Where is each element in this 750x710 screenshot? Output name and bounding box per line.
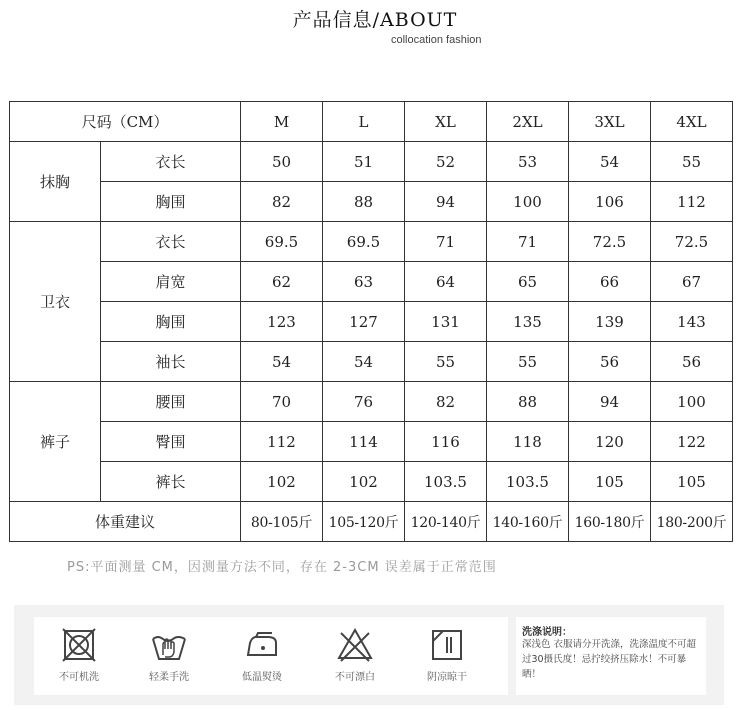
table-row [10,222,733,262]
value-cell: 55 [405,342,487,382]
value-cell: 64 [405,262,487,302]
low-iron-icon [242,625,282,665]
size-header-cell: 3XL [569,102,651,142]
value-cell: 135 [487,302,569,342]
care-item-shade-dry [412,625,482,683]
table-row [10,262,733,302]
value-cell: 53 [487,142,569,182]
value-cell: 54 [323,342,405,382]
care-item-hand-wash [134,625,204,683]
weight-cell: 160-180斤 [569,502,651,542]
weight-row [10,502,733,542]
no-machine-wash-icon [59,625,99,665]
value-cell: 82 [405,382,487,422]
value-cell: 72.5 [651,222,733,262]
weight-cell: 105-120斤 [323,502,405,542]
value-cell: 72.5 [569,222,651,262]
care-item-no-bleach [320,625,390,683]
value-cell: 100 [651,382,733,422]
row-label: 衣长 [101,142,241,182]
table-row [10,302,733,342]
size-header-cell: M [241,102,323,142]
value-cell: 65 [487,262,569,302]
value-cell: 70 [241,382,323,422]
value-cell: 94 [405,182,487,222]
value-cell: 54 [241,342,323,382]
care-label: 不可漂白 [335,672,375,683]
value-cell: 54 [569,142,651,182]
value-cell: 105 [569,462,651,502]
row-label: 胸围 [101,182,241,222]
care-label: 阴凉晾干 [427,672,467,683]
group-label: 抹胸 [10,142,101,222]
hand-wash-icon [149,625,189,665]
row-label: 腰围 [101,382,241,422]
row-label: 臀围 [101,422,241,462]
table-row [10,422,733,462]
wash-title: 洗涤说明： [522,627,572,638]
value-cell: 88 [323,182,405,222]
value-cell: 55 [651,142,733,182]
value-cell: 100 [487,182,569,222]
care-panel [14,605,724,705]
group-label: 裤子 [10,382,101,502]
weight-cell: 180-200斤 [651,502,733,542]
value-cell: 71 [487,222,569,262]
value-cell: 105 [651,462,733,502]
value-cell: 67 [651,262,733,302]
value-cell: 103.5 [487,462,569,502]
value-cell: 82 [241,182,323,222]
value-cell: 62 [241,262,323,302]
value-cell: 63 [323,262,405,302]
group-label: 卫衣 [10,222,101,382]
value-cell: 102 [323,462,405,502]
value-cell: 51 [323,142,405,182]
value-cell: 127 [323,302,405,342]
value-cell: 50 [241,142,323,182]
table-row [10,382,733,422]
row-label: 袖长 [101,342,241,382]
size-header-cell: XL [405,102,487,142]
no-bleach-icon [335,625,375,665]
table-row [10,142,733,182]
measurement-note: PS:平面测量 CM，因测量方法不同，存在 2-3CM 误差属于正常范围 [67,560,497,575]
shade-dry-icon [427,625,467,665]
value-cell: 69.5 [241,222,323,262]
weight-cell: 120-140斤 [405,502,487,542]
value-cell: 94 [569,382,651,422]
care-item-low-iron [227,625,297,683]
size-header-cell: L [323,102,405,142]
wash-text: 深浅色 衣服请分开洗涤，洗涤温度不可超过30摄氏度！忌拧绞挤压除水！不可暴晒！ [522,639,697,680]
table-row [10,462,733,502]
page-subtitle: collocation fashion [391,34,482,46]
size-header-row [10,102,733,142]
row-label: 胸围 [101,302,241,342]
care-icons-panel [34,617,508,695]
value-cell: 55 [487,342,569,382]
size-header-cell: 2XL [487,102,569,142]
row-label: 裤长 [101,462,241,502]
table-row [10,342,733,382]
value-cell: 118 [487,422,569,462]
value-cell: 106 [569,182,651,222]
value-cell: 112 [651,182,733,222]
weight-label: 体重建议 [10,502,241,542]
value-cell: 112 [241,422,323,462]
table-row [10,182,733,222]
value-cell: 143 [651,302,733,342]
value-cell: 76 [323,382,405,422]
weight-cell: 80-105斤 [241,502,323,542]
value-cell: 120 [569,422,651,462]
size-header-cell: 4XL [651,102,733,142]
value-cell: 102 [241,462,323,502]
value-cell: 56 [569,342,651,382]
value-cell: 122 [651,422,733,462]
care-label: 轻柔手洗 [149,672,189,683]
value-cell: 69.5 [323,222,405,262]
care-label: 低温熨烫 [242,672,282,683]
value-cell: 66 [569,262,651,302]
value-cell: 52 [405,142,487,182]
value-cell: 114 [323,422,405,462]
care-label: 不可机洗 [59,672,99,683]
value-cell: 103.5 [405,462,487,502]
row-label: 衣长 [101,222,241,262]
value-cell: 123 [241,302,323,342]
value-cell: 56 [651,342,733,382]
value-cell: 116 [405,422,487,462]
value-cell: 71 [405,222,487,262]
value-cell: 131 [405,302,487,342]
value-cell: 88 [487,382,569,422]
size-header-label: 尺码（CM） [10,102,241,142]
size-chart-table [9,101,733,542]
page-title: 产品信息/ABOUT [292,9,458,31]
wash-instructions [516,617,706,695]
care-item-no-machine-wash [44,625,114,683]
weight-cell: 140-160斤 [487,502,569,542]
value-cell: 139 [569,302,651,342]
row-label: 肩宽 [101,262,241,302]
